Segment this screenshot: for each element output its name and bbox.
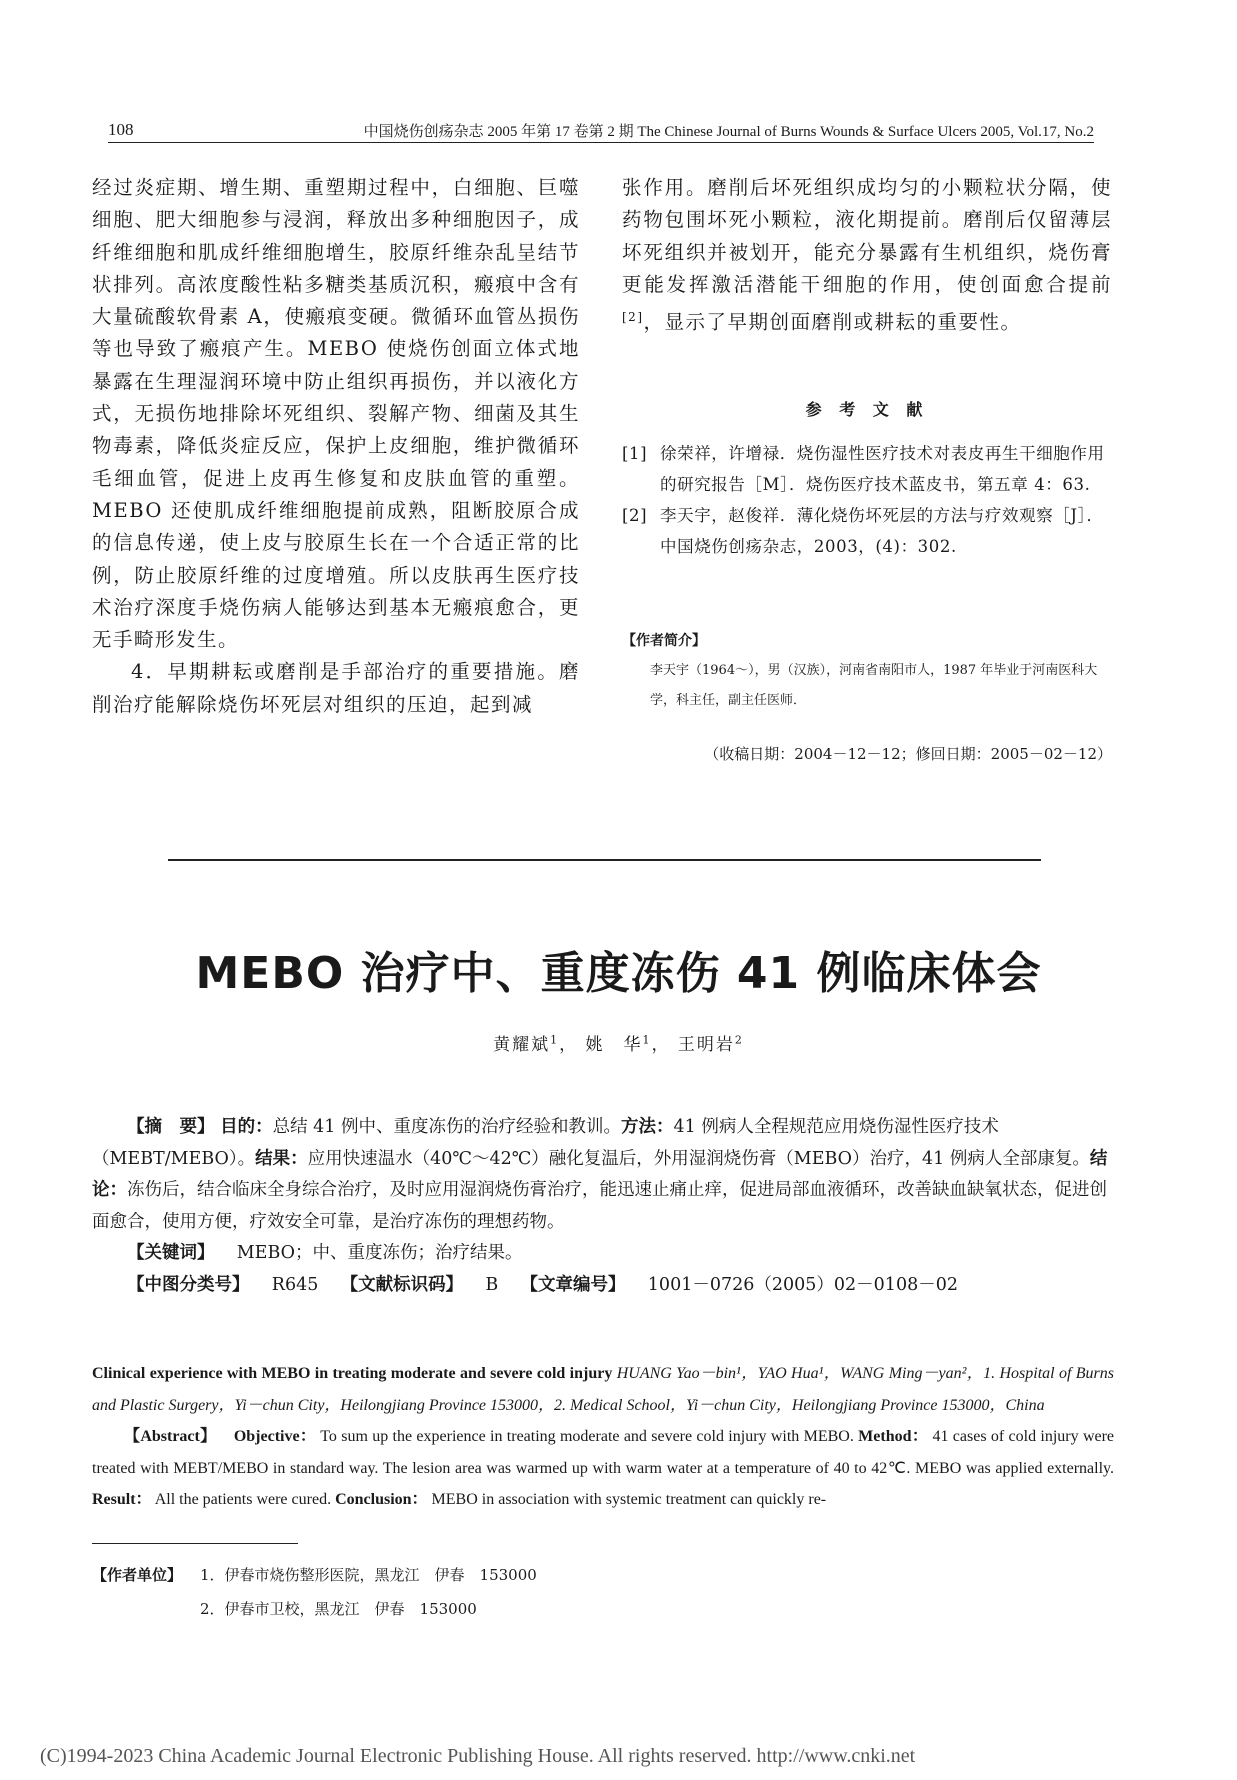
article-no-value: 1001－0726（2005）02－0108－02 [647,1274,958,1295]
english-title: Clinical experience with MEBO in treating moderate and severe cold injury [92,1365,613,1382]
result-text: 应用快速温水（40℃～42℃）融化复温后，外用湿润烧伤膏（MEBO）治疗，41 例病人全部康复。 [307,1148,1090,1169]
english-citation [92,1358,1114,1421]
article-no-label: 【文章编号】 [520,1274,626,1295]
author-separator: ， [559,1035,579,1055]
abstract-paragraph [92,1112,1114,1238]
reference-item [622,500,1110,562]
affiliation-line: 2．伊春市卫校，黑龙江 伊春 153000 [200,1600,477,1618]
english-objective-label: Objective： [233,1428,317,1445]
article-separator [168,859,1041,861]
references-heading: 参 考 文 献 [805,400,929,419]
clc-label: 【中图分类号】 [127,1274,250,1295]
chinese-abstract [92,1112,1114,1301]
result-label: 结果： [255,1148,308,1169]
affiliation-label: 【作者单位】 [92,1566,183,1584]
english-method: 41 cases of cold injury were treated with MEBT/MEBO in standard way. The lesion area was warmed up with warm water at a temperature of 40 to 42℃. MEBO was applied externally. [92,1428,1115,1477]
journal-header: 中国烧伤创疡杂志 2005 年第 17 卷第 2 期 The Chinese Journal of Burns Wounds & Surface Ulcers 2005, Vol.17, No.2 [363,124,1094,140]
reference-number: [1] [622,444,648,463]
article-title: MEBO 治疗中、重度冻伤 41 例临床体会 [195,948,1042,999]
affiliation-line: 1．伊春市烧伤整形医院，黑龙江 伊春 153000 [200,1566,537,1584]
body-text: ，显示了早期创面磨削或耕耘的重要性。 [643,310,1022,334]
objective-text: 总结 41 例中、重度冻伤的治疗经验和教训。 [272,1117,621,1137]
reference-text: 李天宇，赵俊祥．薄化烧伤坏死层的方法与疗效观察［J］．中国烧伤创疡杂志，2003，(4)：302. [660,506,1104,556]
method-label: 方法： [620,1117,674,1137]
author-name: 王明岩 [677,1035,735,1055]
english-conclusion: MEBO in association with systemic treatment can quickly re- [431,1491,827,1508]
objective-label: 目的： [220,1117,273,1137]
body-text: 张作用。磨削后坏死组织成均匀的小颗粒状分隔，使药物包围坏死小颗粒，液化期提前。磨削后仅留薄层坏死组织并被划开，能充分暴露有生机组织，烧伤膏更能发挥激活潜能干细胞的作用，使创面愈合提前 [622,176,1112,296]
author-name: 黄耀斌 [493,1035,551,1055]
author-intro-label: 【作者简介】 [622,633,706,649]
english-objective: To sum up the experience in treating moderate and severe cold injury with MEBO. [320,1428,854,1445]
author-affil-mark: 1 [550,1033,560,1047]
english-conclusion-label: Conclusion： [335,1491,428,1508]
received-dates: （收稿日期：2004－12－12；修回日期：2005－02－12） [704,745,1112,763]
affiliation-row [92,1558,537,1592]
header-rule [108,142,1094,143]
clc-value: R645 [271,1274,319,1295]
english-abstract [92,1358,1114,1516]
body-paragraph [622,172,1112,339]
author-affil-mark: 1 [642,1033,652,1047]
citation: [2] [622,310,644,325]
copyright-notice: (C)1994-2023 China Academic Journal Electronic Publishing House. All rights reserved. http://www.cnki.net [40,1745,916,1767]
english-result: All the patients were cured. [154,1491,332,1508]
keywords-label: 【关键词】 [127,1243,215,1263]
keywords-line [92,1238,1114,1270]
keywords-text: MEBO；中、重度冻伤；治疗结果。 [236,1243,523,1263]
author-intro-text: 李天宇（1964～），男（汉族），河南省南阳市人，1987 年毕业于河南医科大学，科主任，副主任医师． [650,663,1098,708]
abstract-label: 【摘 要】 [127,1117,215,1137]
reference-text: 徐荣祥，许增禄．烧伤湿性医疗技术对表皮再生干细胞作用的研究报告［M］．烧伤医疗技术蓝皮书，第五章 4：63. [660,444,1105,494]
english-abstract-paragraph [92,1421,1114,1516]
english-abstract-label: 【Abstract】 [124,1428,217,1445]
method-text: 41 例病人全程规范应用烧伤湿性医疗技术（MEBT/MEBO）。 [92,1117,999,1169]
doc-code-label: 【文献标识码】 [340,1274,464,1295]
english-method-label: Method： [858,1428,929,1445]
author-affiliations [92,1558,537,1626]
footnote-rule [92,1543,298,1544]
author-separator: ， [651,1035,671,1055]
right-column [622,172,1112,339]
left-column [92,172,580,721]
author-affil-mark: 2 [734,1033,744,1047]
page-number: 108 [108,120,134,139]
english-authors: HUANG Yao－bin¹，YAO Hua¹，WANG Ming－yan² [616,1365,967,1382]
body-paragraph: 4．早期耕耘或磨削是手部治疗的重要措施。磨削治疗能解除烧伤坏死层对组织的压迫，起到减 [92,660,580,716]
conclusion-label: 结论： [92,1148,1108,1200]
author-intro [622,626,1112,716]
classification-line [92,1270,1114,1302]
body-paragraph: 经过炎症期、增生期、重塑期过程中，白细胞、巨噬细胞、肥大细胞参与浸润，释放出多种细胞因子，成纤维细胞和肌成纤维细胞增生，胶原纤维杂乱呈结节状排列。高浓度酸性粘多糖类基质沉积，瘢痕中含有大量硫酸软骨素 A，使瘢痕变硬。微循环血管丛损伤等也导致了瘢痕产生。MEBO 使烧伤创面立体式地暴露在生理湿润环境中防止组织再损伤，并以液化方式，无损伤地排除坏死组织、裂解产物、细菌及其生物毒素，降低炎症反应，保护上皮细胞，维护微循环毛细血管，促进上皮再生修复和皮肤血管的重塑。MEBO 还使肌成纤维细胞提前成熟，阻断胶原合成的信息传递，使上皮与胶原生长在一个合适正常的比例，防止胶原纤维的过度增殖。所以皮肤再生医疗技术治疗深度手烧伤病人能够达到基本无瘢痕愈合，更无手畸形发生。 [92,176,580,652]
reference-item [622,438,1110,500]
conclusion-text: 冻伤后，结合临床全身综合治疗，及时应用湿润烧伤膏治疗，能迅速止痛止痒，促进局部血液循环，改善缺血缺氧状态，促进创面愈合，使用方便，疗效安全可靠，是治疗冻伤的理想药物。 [92,1180,1107,1232]
english-affiliation: ，1. Hospital of Burns and Plastic Surgery，Yi－chun City，Heilongjiang Province 153000，2. Medical School，Yi－chun City，Heilongjiang Province 153000，China [92,1365,1115,1414]
english-result-label: Result： [92,1491,152,1508]
reference-list [622,438,1110,562]
author-name: 姚 华 [585,1035,643,1055]
reference-number: [2] [622,506,648,525]
article-authors [0,1030,1237,1055]
doc-code-value: B [485,1274,499,1295]
